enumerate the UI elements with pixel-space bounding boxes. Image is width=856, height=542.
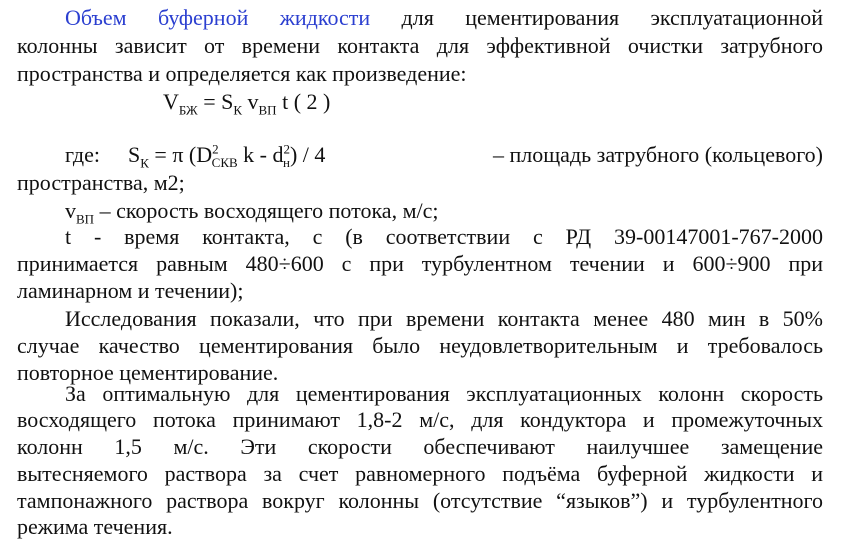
contact-time-line2: принимается равным 480÷600 с при турбулентном течении и 600÷900 при [17, 251, 823, 276]
paragraph3-line2: случае качество цементирования было неудовлетворительным и требовалось [17, 333, 823, 358]
buffer-fluid-link[interactable]: Объем буферной жидкости [65, 5, 371, 30]
annulus-area-formula: $S_К = \pi$ ($D^2_{СКВ}$ k - $d^2_н) / 4$ [128, 141, 326, 171]
paragraph4-line5: тампонажного раствора вокруг колонны (отсутствие “языков”) и турбулентного [17, 488, 823, 513]
contact-time-line1: t - время контакта, с (в соответствии с РД 39-00147001-767-2000 [65, 224, 823, 249]
paragraph4-line3: колонн 1,5 м/с. Эти скорости обеспечивают наилучшее замещение [17, 434, 823, 459]
where-formula-line [17, 143, 823, 169]
where-line2: пространства, м2; [17, 170, 185, 195]
where-label: где: [65, 142, 100, 167]
annulus-area-description: – площадь затрубного (кольцевого) [492, 142, 823, 167]
paragraph1-line3: пространства и определяется как произведение: [17, 61, 467, 86]
paragraph4-line2: восходящего потока принимают 1,8-2 м/с, для кондуктора и промежуточных [17, 407, 823, 432]
velocity-definition: $v_{ВП}$ – скорость восходящего потока, м/с; [65, 198, 439, 227]
contact-time-line3: ламинарном и течении); [17, 278, 244, 303]
paragraph4-line6: режима течения. [17, 514, 173, 539]
paragraph3-line1: Исследования показали, что при времени контакта менее 480 мин в 50% [65, 306, 823, 331]
paragraph1-line1: Объем буферной жидкости для цементирования эксплуатационной [65, 5, 823, 30]
paragraph3-line3: повторное цементирование. [17, 360, 279, 385]
formula-2: $V_{БЖ} = S_К$ $v_{ВП}$ t ( 2 ) [163, 89, 331, 118]
paragraph4-line1: За оптимальную для цементирования эксплуатационных колонн скорость [65, 381, 823, 406]
paragraph4-line4: вытесняемого раствора за счет равномерного подъёма буферной жидкости и [17, 461, 823, 486]
paragraph1-line2: колонны зависит от времени контакта для эффективной очистки затрубного [17, 33, 823, 58]
